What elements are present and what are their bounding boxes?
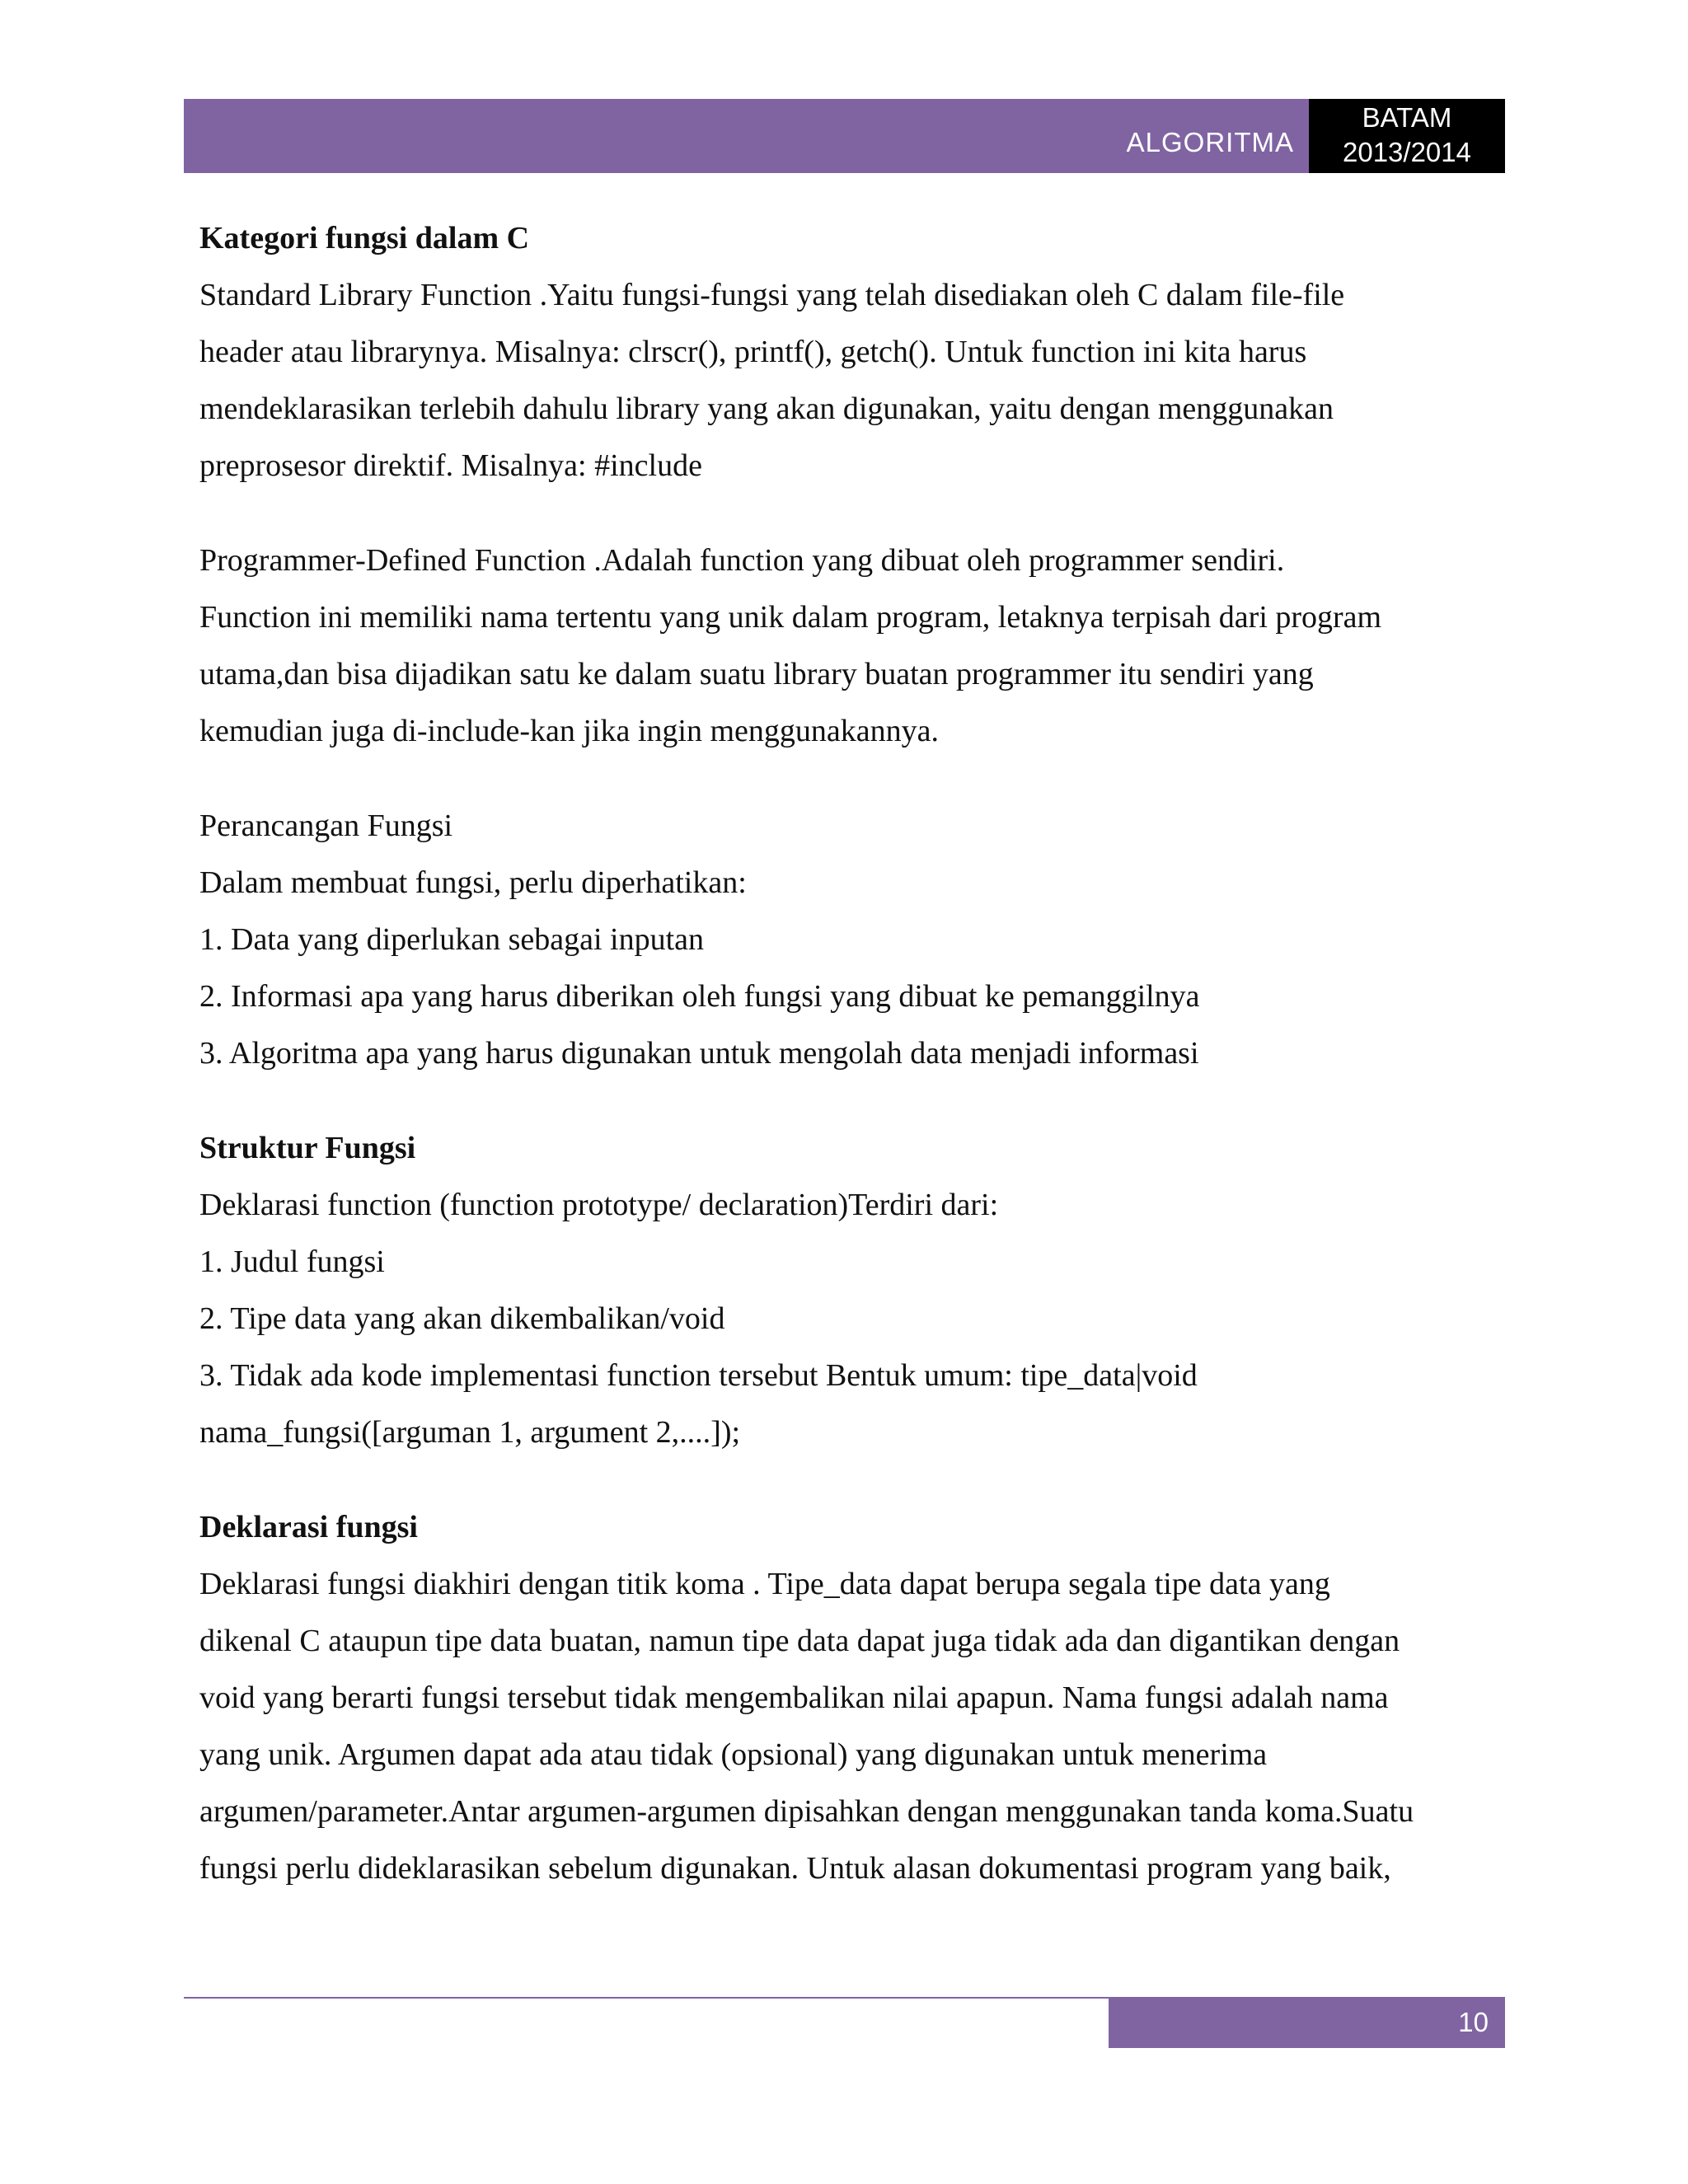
page-content [199, 210, 1493, 1897]
paragraph-line: nama_fungsi([arguman 1, argument 2,....]); [199, 1415, 741, 1450]
paragraph-line: void yang berarti fungsi tersebut tidak mengembalikan nilai apapun. Nama fungsi adalah nama [199, 1680, 1389, 1715]
paragraph-line: Function ini memiliki nama tertentu yang unik dalam program, letaknya terpisah dari program [199, 600, 1382, 635]
list-item: 1. Judul fungsi [199, 1244, 385, 1279]
list-item: 3. Tidak ada kode implementasi function tersebut Bentuk umum: tipe_data|void [199, 1358, 1198, 1393]
paragraph-line: utama,dan bisa dijadikan satu ke dalam suatu library buatan programmer itu sendiri yang [199, 657, 1314, 691]
paragraph-line: argumen/parameter.Antar argumen-argumen dipisahkan dengan menggunakan tanda koma.Suatu [199, 1794, 1414, 1829]
paragraph-line: Deklarasi fungsi diakhiri dengan titik koma . Tipe_data dapat berupa segala tipe data yang [199, 1567, 1330, 1601]
paragraph-line: Dalam membuat fungsi, perlu diperhatikan: [199, 865, 747, 900]
paragraph-line: dikenal C ataupun tipe data buatan, namun tipe data dapat juga tidak ada dan digantikan dengan [199, 1624, 1400, 1658]
paragraph-line: Programmer-Defined Function .Adalah function yang dibuat oleh programmer sendiri. [199, 543, 1285, 578]
paragraph-line: header atau librarynya. Misalnya: clrscr(), printf(), getch(). Untuk function ini kita harus [199, 335, 1307, 369]
section-heading-kategori: Kategori fungsi dalam C [199, 221, 530, 255]
list-item: 2. Informasi apa yang harus diberikan oleh fungsi yang dibuat ke pemanggilnya [199, 979, 1200, 1014]
header-year: 2013/2014 [1343, 137, 1471, 167]
header-date-box [1309, 99, 1505, 173]
paragraph-line: yang unik. Argumen dapat ada atau tidak (opsional) yang digunakan untuk menerima [199, 1737, 1268, 1772]
list-item: 1. Data yang diperlukan sebagai inputan [199, 922, 705, 957]
footer-divider [184, 1997, 1109, 1999]
paragraph-line: fungsi perlu dideklarasikan sebelum digunakan. Untuk alasan dokumentasi program yang baik, [199, 1851, 1391, 1886]
page-number: 10 [1458, 2007, 1489, 2037]
list-item: 3. Algoritma apa yang harus digunakan untuk mengolah data menjadi informasi [199, 1036, 1199, 1071]
paragraph-line: mendeklarasikan terlebih dahulu library yang akan digunakan, yaitu dengan menggunakan [199, 391, 1334, 426]
header-title: ALGORITMA [1126, 127, 1294, 157]
paragraph-line: preprosesor direktif. Misalnya: #include [199, 448, 702, 483]
paragraph-line: Standard Library Function .Yaitu fungsi-fungsi yang telah disediakan oleh C dalam file-file [199, 278, 1345, 312]
list-item: 2. Tipe data yang akan dikembalikan/void [199, 1301, 725, 1336]
header-location: BATAM [1362, 102, 1452, 133]
section-heading-deklarasi: Deklarasi fungsi [199, 1510, 418, 1544]
header-bar [184, 99, 1309, 173]
paragraph-line: Deklarasi function (function prototype/ declaration)Terdiri dari: [199, 1188, 999, 1222]
section-heading-struktur: Struktur Fungsi [199, 1131, 416, 1165]
paragraph-line: kemudian juga di-include-kan jika ingin menggunakannya. [199, 714, 939, 748]
footer-page-box [1109, 1997, 1505, 2048]
paragraph-line: Perancangan Fungsi [199, 808, 453, 843]
